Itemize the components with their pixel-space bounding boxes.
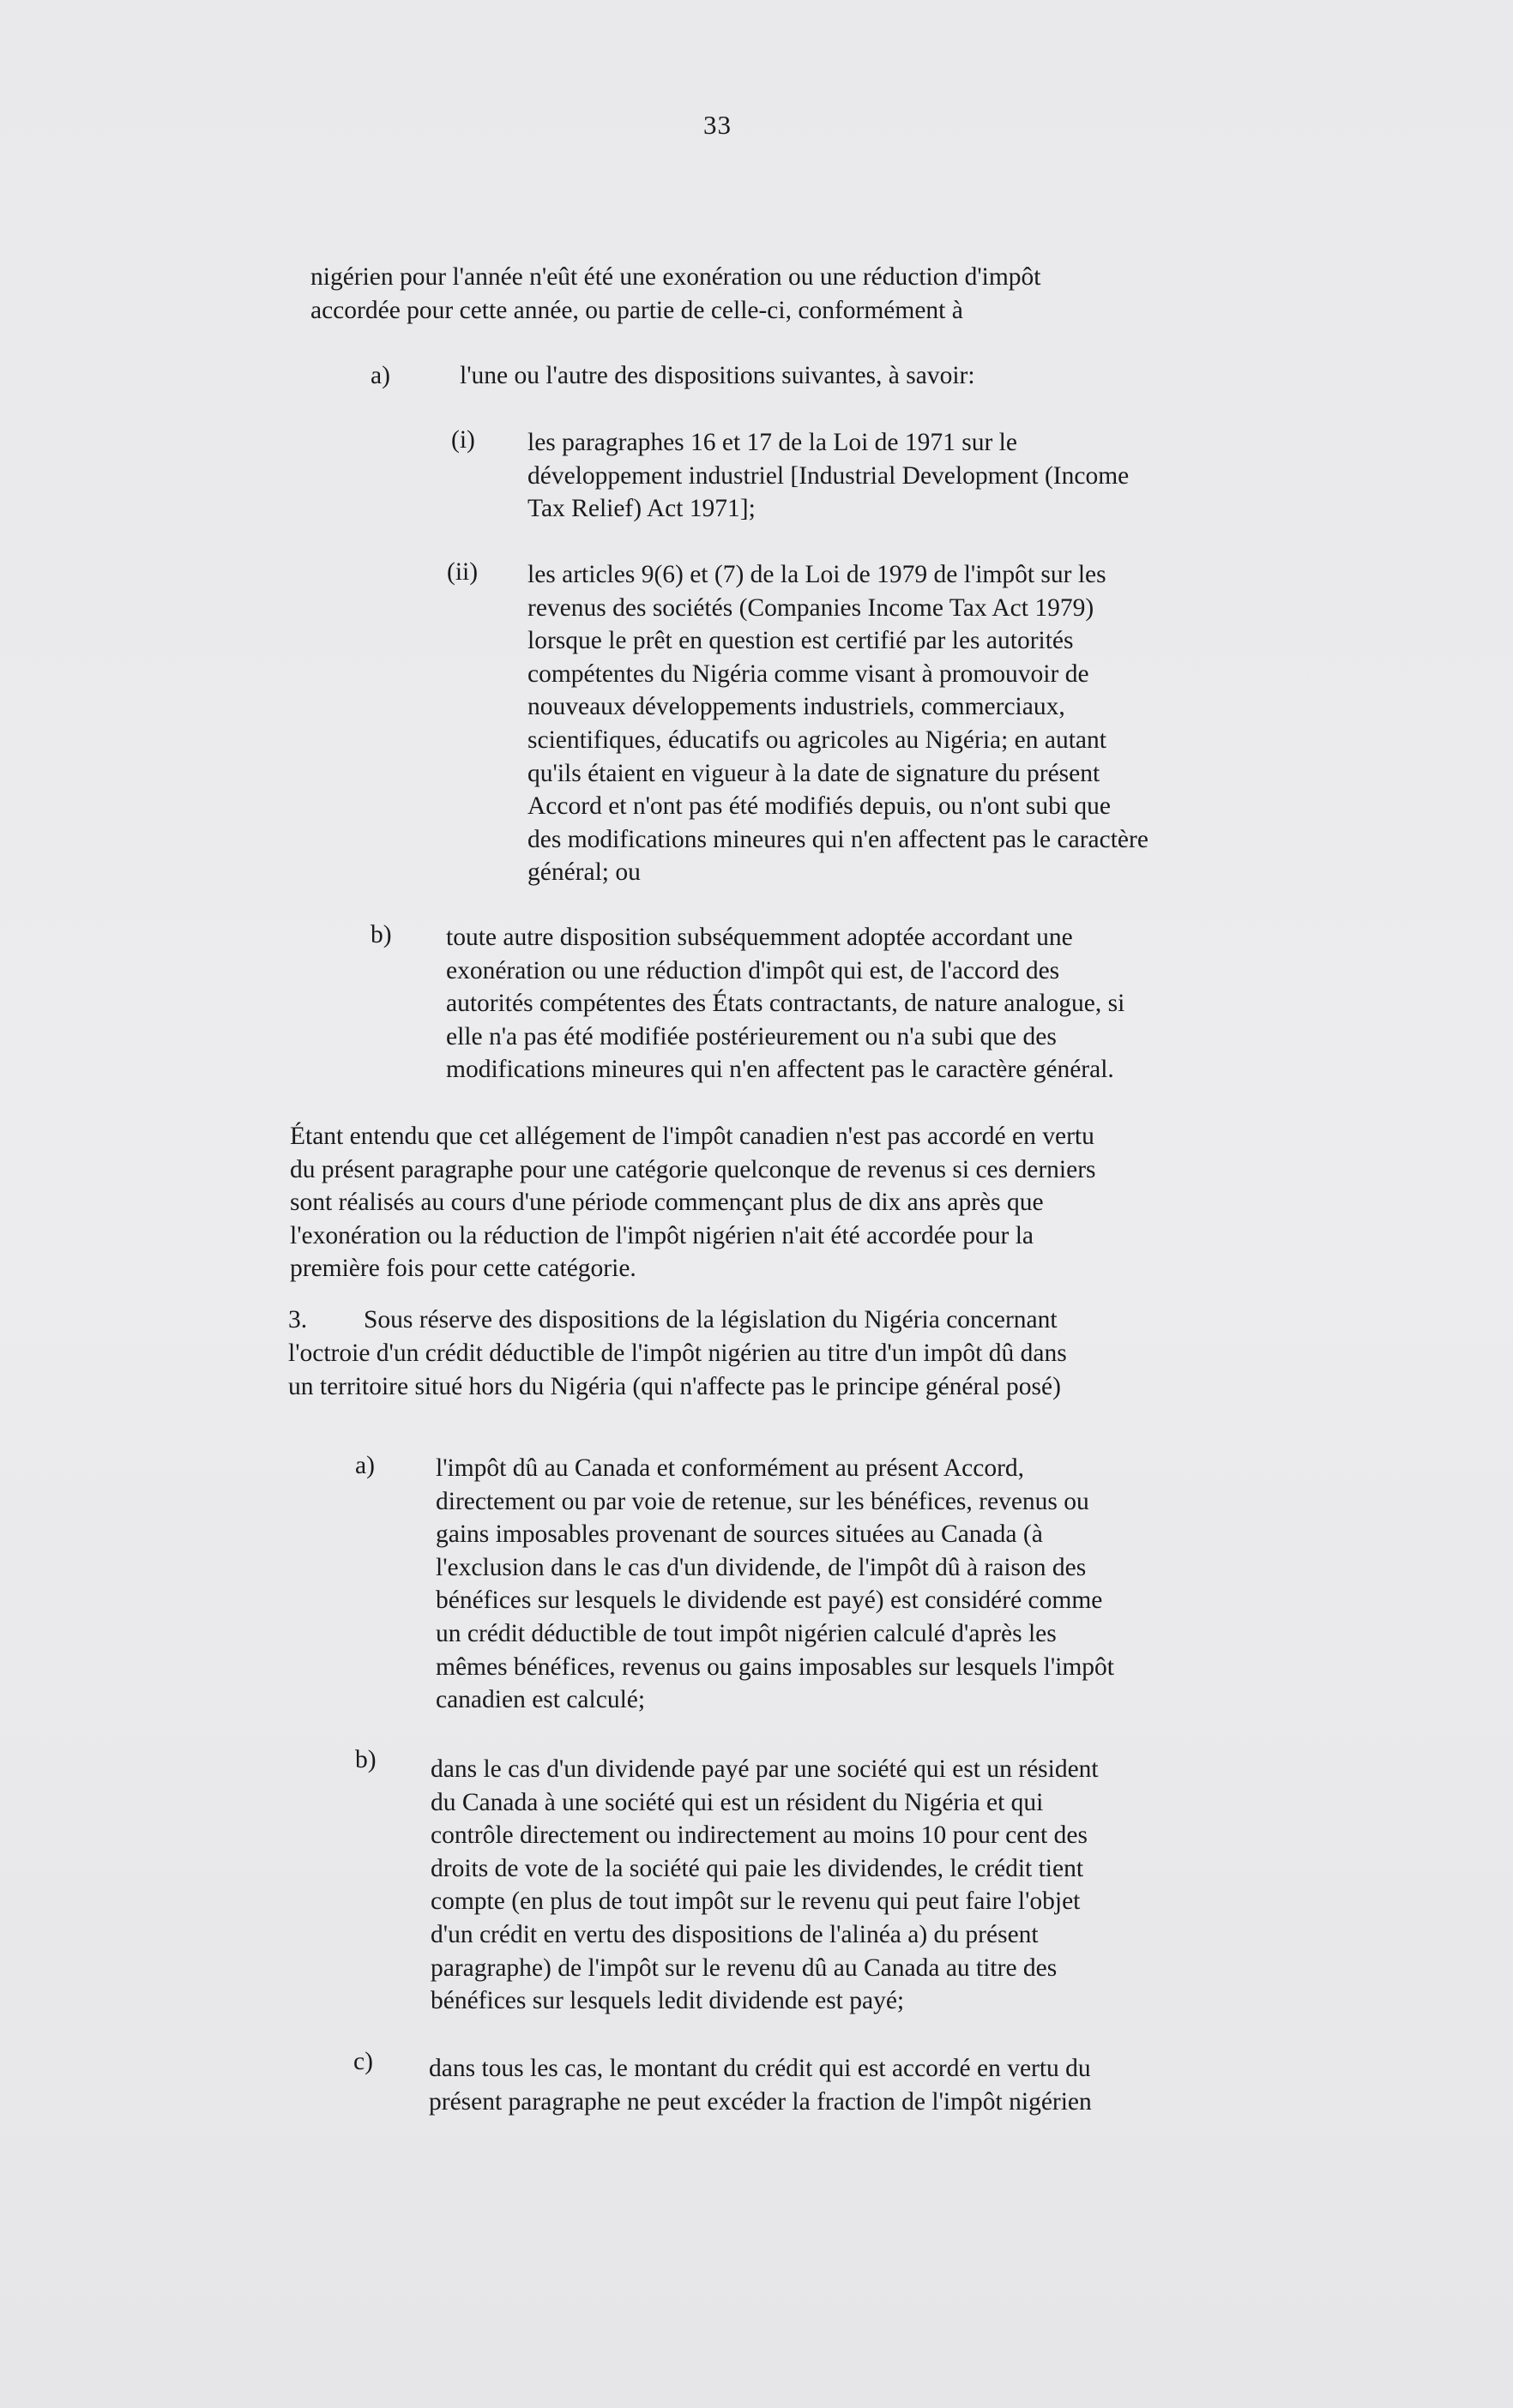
text-line: revenus des sociétés (Companies Income Tax Act 1979) — [527, 593, 1094, 622]
text-line: l'une ou l'autre des dispositions suivantes, à savoir: — [460, 362, 975, 389]
item-marker: b) — [355, 1746, 377, 1773]
text-line: canadien est calculé; — [436, 1686, 646, 1714]
text-line: Tax Relief) Act 1971]; — [527, 495, 756, 523]
text-line: droits de vote de la société qui paie les dividendes, le crédit tient — [431, 1854, 1084, 1882]
item-a-ii-text — [527, 558, 1148, 889]
text-line: accordée pour cette année, ou partie de celle-ci, conformément à — [310, 296, 963, 324]
text-line: toute autre disposition subséquemment adoptée accordant une — [446, 924, 1073, 951]
text-line: d'un crédit en vertu des dispositions de l'alinéa a) du présent — [431, 1920, 1039, 1948]
paragraph-number: 3. — [288, 1306, 308, 1333]
text-line: mêmes bénéfices, revenus ou gains imposables sur lesquels l'impôt — [436, 1652, 1114, 1681]
text-line: compétentes du Nigéria comme visant à promouvoir de — [527, 659, 1089, 688]
paragraph-3-c-text — [429, 2052, 1092, 2118]
text-line: l'exclusion dans le cas d'un dividende, de l'impôt dû à raison des — [436, 1553, 1087, 1581]
text-line: compte (en plus de tout impôt sur le revenu qui peut faire l'objet — [431, 1887, 1081, 1916]
text-line: dans le cas d'un dividende payé par une société qui est un résident — [431, 1755, 1099, 1783]
text-line: bénéfices sur lesquels le dividende est payé) est considéré comme — [436, 1586, 1103, 1615]
text-line: sont réalisés au cours d'une période commençant plus de dix ans après que — [290, 1189, 1044, 1217]
text-line: des modifications mineures qui n'en affectent pas le caractère — [527, 825, 1148, 853]
text-line: un territoire situé hors du Nigéria (qui n'affecte pas le principe général posé) — [288, 1372, 1061, 1400]
text-line: les articles 9(6) et (7) de la Loi de 1979 de l'impôt sur les — [527, 561, 1106, 588]
text-line: première fois pour cette catégorie. — [290, 1255, 636, 1283]
text-line: un crédit déductible de tout impôt nigérien calculé d'après les — [436, 1619, 1057, 1647]
text-line: du présent paragraphe pour une catégorie quelconque de revenus si ces derniers — [290, 1155, 1096, 1183]
text-line: autorités compétentes des États contractants, de nature analogue, si — [446, 990, 1125, 1018]
text-line: du Canada à une société qui est un résident du Nigéria et qui — [431, 1788, 1044, 1816]
text-line: présent paragraphe ne peut excéder la fraction de l'impôt nigérien — [429, 2087, 1092, 2116]
text-line: qu'ils étaient en vigueur à la date de signature du présent — [527, 759, 1100, 787]
text-line: paragraphe) de l'impôt sur le revenu dû au Canada au titre des — [431, 1953, 1058, 1982]
text-line: dans tous les cas, le montant du crédit qui est accordé en vertu du — [429, 2055, 1091, 2082]
subitem-marker: (ii) — [447, 558, 479, 586]
text-line: directement ou par voie de retenue, sur les bénéfices, revenus ou — [436, 1487, 1089, 1515]
item-marker: a) — [355, 1452, 375, 1479]
text-line: elle n'a pas été modifiée postérieurement ou n'a subi que des — [446, 1022, 1057, 1050]
item-a-i-text — [527, 426, 1129, 526]
subitem-marker: (i) — [451, 426, 475, 454]
item-a-text — [460, 359, 975, 393]
text-line: modifications mineures qui n'en affectent pas le caractère général. — [446, 1056, 1114, 1084]
text-line: lorsque le prêt en question est certifié par les autorités — [527, 627, 1074, 655]
text-line: nouveaux développements industriels, commerciaux, — [527, 693, 1065, 721]
page-number: 33 — [703, 110, 732, 140]
text-line: l'octroie d'un crédit déductible de l'impôt nigérien au titre d'un impôt dû dans — [288, 1339, 1067, 1367]
text-line: les paragraphes 16 et 17 de la Loi de 1971 sur le — [527, 429, 1017, 456]
text-line: Étant entendu que cet allégement de l'impôt canadien n'est pas accordé en vertu — [290, 1123, 1094, 1150]
paragraph-3-b-text — [431, 1753, 1099, 2018]
text-line: Accord et n'ont pas été modifiés depuis, ou n'ont subi que — [527, 792, 1111, 821]
proviso-paragraph — [290, 1120, 1096, 1285]
text-line: l'exonération ou la réduction de l'impôt nigérien n'ait été accordée pour la — [290, 1221, 1034, 1249]
text-line: nigérien pour l'année n'eût été une exonération ou une réduction d'impôt — [310, 263, 1041, 291]
item-marker: b) — [371, 921, 392, 948]
paragraph-3-a-text — [436, 1452, 1114, 1717]
item-marker: c) — [353, 2048, 373, 2075]
text-line: développement industriel [Industrial Development (Income — [527, 461, 1130, 490]
text-line: général; ou — [527, 858, 641, 887]
intro-paragraph — [310, 261, 1041, 327]
item-b-text — [446, 921, 1124, 1087]
text-line: contrôle directement ou indirectement au moins 10 pour cent des — [431, 1821, 1088, 1850]
text-line: gains imposables provenant de sources situées au Canada (à — [436, 1520, 1043, 1549]
text-line: bénéfices sur lesquels ledit dividende est payé; — [431, 1987, 905, 2015]
text-line: exonération ou une réduction d'impôt qui est, de l'accord des — [446, 956, 1060, 984]
item-marker: a) — [371, 362, 390, 389]
paragraph-3-text — [288, 1337, 1067, 1403]
text-line: l'impôt dû au Canada et conformément au présent Accord, — [436, 1454, 1025, 1482]
text-line: scientifiques, éducatifs ou agricoles au Nigéria; en autant — [527, 725, 1106, 754]
paragraph-first-line: Sous réserve des dispositions de la législation du Nigéria concernant — [364, 1306, 1058, 1333]
